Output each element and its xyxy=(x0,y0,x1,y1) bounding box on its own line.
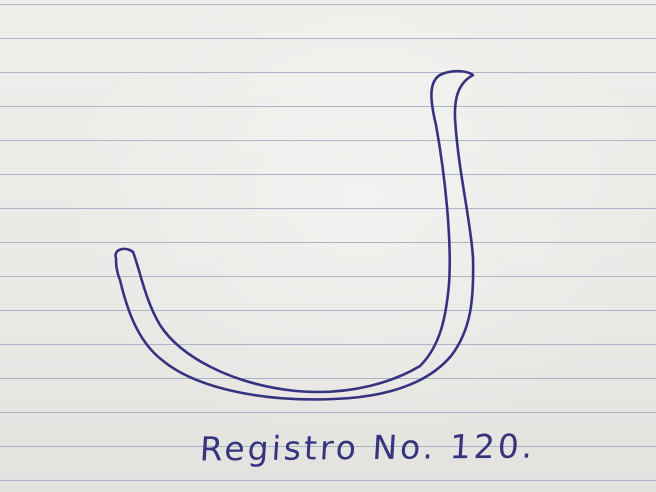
letter-j-outline xyxy=(116,71,474,399)
registration-caption: Registro No. 120. xyxy=(198,426,537,469)
